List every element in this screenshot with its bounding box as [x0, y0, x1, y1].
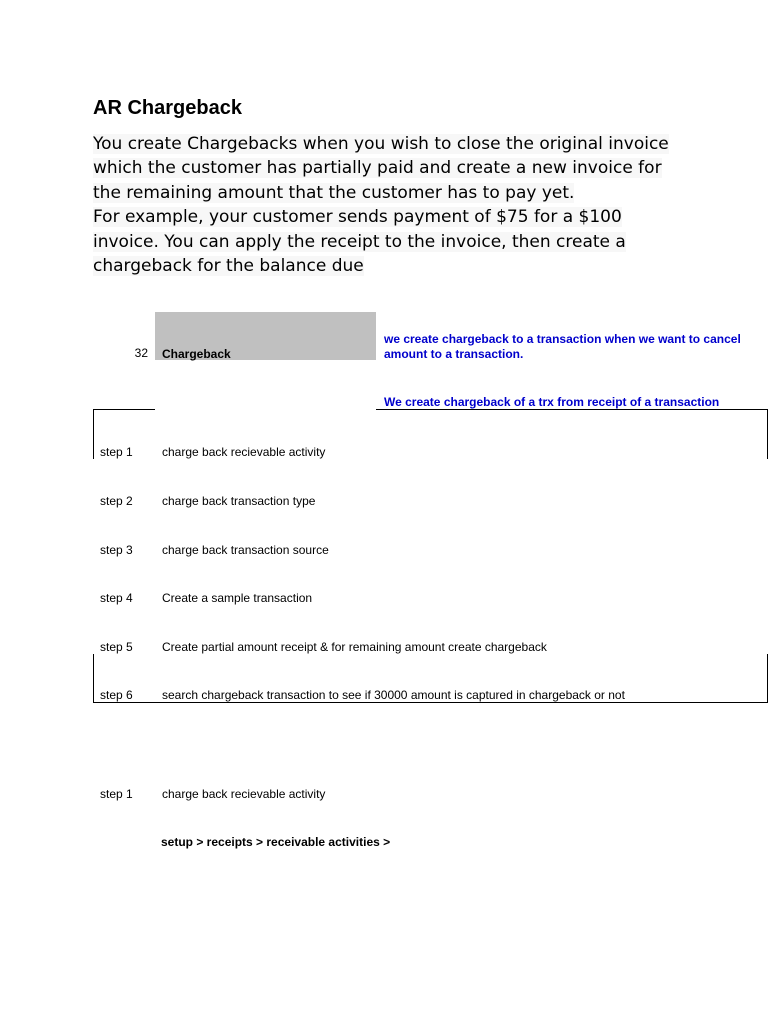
- border-left-lower: [93, 654, 94, 703]
- note-receipt-chargeback: We create chargeback of a trx from receipt of a transaction: [384, 395, 720, 409]
- detail-step-text: charge back recievable activity: [162, 787, 326, 801]
- step-text: Create partial amount receipt & for remaining amount create chargeback: [162, 640, 547, 654]
- intro-line: invoice. You can apply the receipt to the invoice, then create a: [93, 231, 626, 252]
- step-label: step 2: [100, 494, 133, 508]
- step-label: step 1: [100, 445, 133, 459]
- step-text: Create a sample transaction: [162, 591, 313, 605]
- intro-line: which the customer has partially paid and create a new invoice for: [93, 158, 662, 179]
- step-label: step 5: [100, 640, 133, 654]
- step-label: step 4: [100, 591, 133, 605]
- step-label: step 6: [100, 688, 133, 702]
- note-cancel-chargeback: [384, 332, 741, 361]
- note-line: amount to a transaction.: [384, 346, 524, 361]
- border-left-upper: [93, 409, 94, 459]
- intro-line: For example, your customer sends payment of $75 for a $100: [93, 207, 622, 228]
- detail-step-label: step 1: [100, 787, 133, 801]
- intro-line: the remaining amount that the customer has to pay yet.: [93, 182, 575, 203]
- intro-paragraph: [93, 132, 683, 278]
- row-number: 32: [134, 346, 148, 360]
- step-text: charge back recievable activity: [162, 445, 326, 459]
- note-line: we create chargeback to a transaction when we want to cancel: [384, 332, 741, 346]
- page-title: AR Chargeback: [93, 97, 242, 119]
- border-bottom: [93, 702, 768, 703]
- intro-line: chargeback for the balance due: [93, 255, 364, 276]
- header-cell-label: Chargeback: [162, 347, 231, 361]
- step-text: charge back transaction source: [162, 543, 329, 557]
- border-top-left: [93, 409, 155, 410]
- step-text: charge back transaction type: [162, 494, 316, 508]
- step-label: step 3: [100, 543, 133, 557]
- navigation-path: setup > receipts > receivable activities >: [161, 835, 391, 849]
- step-text: search chargeback transaction to see if 30000 amount is captured in chargeback or not: [162, 688, 625, 702]
- intro-line: You create Chargebacks when you wish to close the original invoice: [93, 134, 669, 154]
- border-top-right: [376, 409, 768, 410]
